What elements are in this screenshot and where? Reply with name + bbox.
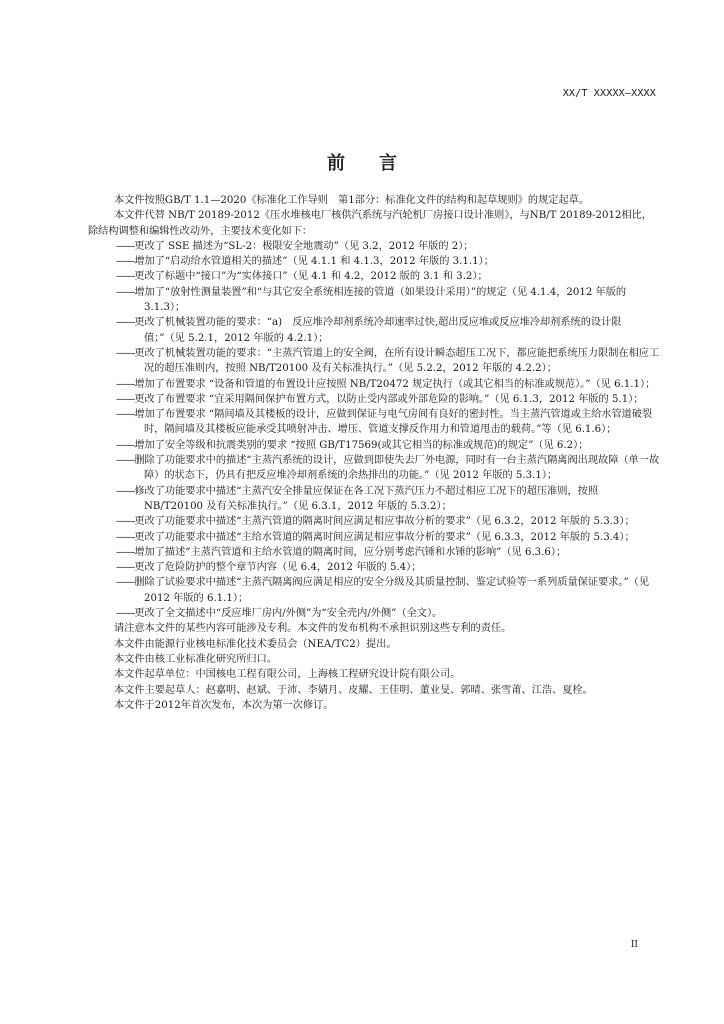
- list-item: [88, 315, 660, 346]
- dash-marker: ——: [116, 516, 135, 528]
- dash-marker: ——: [116, 409, 135, 421]
- dash-marker: ——: [116, 608, 135, 620]
- dash-marker: ——: [116, 378, 135, 390]
- list-item: [88, 453, 660, 484]
- list-item-text: 增加了“放射性测量装置”和“与其它安全系统相连接的管道（如果设计采用）”的规定（见 4.1.4，2012 年版的 3.1.3）；: [134, 286, 627, 314]
- dash-marker: ——: [116, 531, 135, 543]
- list-item: [88, 606, 660, 621]
- list-item: [88, 392, 660, 407]
- administrator-statement: 本文件由核工业标准化研究所归口。: [114, 653, 277, 665]
- list-item-text: 更改了机械装置功能的要求：“主蒸汽管道上的安全阀，在所有设计瞬态超压工况下，都应能把系统压力限制在相应工况的超压准则内，按照 NB/T20100 及有关标准执行。”（见 5.2.2，2012 年版的 4.2.2）；: [134, 347, 660, 375]
- dash-marker: ——: [116, 256, 135, 268]
- list-item-text: 增加了布置要求 “隔间墙及其楼板的设计，应做到保证与电气房间有良好的密封性。当主蒸汽管道或主给水管道破裂时，隔间墙及其楼板应能承受其喷射冲击、增压、管道支撑反作用力和管道甩击的载荷。”等（见 6.1.6）；: [134, 409, 653, 436]
- document-body: [88, 193, 660, 713]
- proposer-statement: 本文件由能源行业核电标准化技术委员会（NEA/TC2）提出。: [114, 638, 397, 650]
- page-number: II: [630, 940, 638, 950]
- list-item-text: 删除了功能要求中的描述“主蒸汽系统的设计，应做到即使失去厂外电源，同时有一台主蒸汽隔离阀出现故障（单一故障）的状态下，仍具有把反应堆冷却剂系统的余热排出的功能。”（见 2012 年版的 5.3.1）；: [134, 455, 660, 482]
- list-item: [88, 239, 660, 254]
- list-item-text: 更改了 SSE 描述为“SL-2：极限安全地震动”（见 3.2，2012 年版的 2）；: [134, 240, 474, 252]
- list-item: [88, 285, 660, 316]
- list-item-text: 更改了功能要求中描述“主给水管道的隔离时间应满足相应事故分析的要求”（见 6.3.3，2012 年版的 5.3.4）；: [134, 531, 635, 543]
- dash-marker: ——: [116, 455, 135, 467]
- list-item: [88, 575, 660, 606]
- patent-notice: 请注意本文件的某些内容可能涉及专利。本文件的发布机构不承担识别这些专利的责任。: [114, 623, 512, 635]
- dash-marker: ——: [116, 393, 135, 405]
- list-item-text: 更改了布置要求 “宜采用隔间保护布置方式，以防止受内部或外部危险的影响。”（见 6.1.3，2012 年版的 5.1）；: [134, 393, 644, 405]
- list-item: [88, 514, 660, 529]
- dash-marker: ——: [116, 562, 135, 574]
- drafting-units: 本文件起草单位：中国核电工程有限公司，上海核工程研究设计院有限公司。: [114, 669, 461, 681]
- list-item-text: 增加了描述“主蒸汽管道和主给水管道的隔离时间，应分别考虑汽锤和水锤的影响”（见 6.3.6）；: [134, 546, 567, 558]
- document-code: XX/T XXXXX—XXXX: [562, 88, 656, 99]
- intro-paragraph: 本文件按照GB/T 1.1—2020《标准化工作导则 第1部分：标准化文件的结构和起草规则》的规定起草。: [114, 195, 590, 206]
- list-item-text: 修改了功能要求中描述“主蒸汽安全排量应保证在各工况下蒸汽压力不超过相应工况下的超压准则，按照 NB/T20100 及有关标准执行。”（见 6.3.1，2012 年版的 5.3.2）；: [134, 485, 599, 512]
- list-item: [88, 269, 660, 284]
- dash-marker: ——: [116, 240, 135, 252]
- list-item-text: 增加了安全等级和抗震类别的要求 “按照 GB/T17569(或其它相当的标准或规范)的规定”（见 6.2）；: [134, 439, 589, 451]
- change-list: [88, 239, 660, 621]
- list-item-text: 更改了全文描述中“反应堆厂房内/外侧”为“安全壳内/外侧”（全文）。: [134, 608, 443, 620]
- list-item: [88, 346, 660, 377]
- list-item: [88, 560, 660, 575]
- intro-paragraph: 本文件代替 NB/T 20189-2012《压水堆核电厂核供汽系统与汽轮机厂房接口设计准则》，与NB/T 20189-2012相比，除结构调整和编辑性改动外，主要技术变化如下：: [88, 210, 652, 237]
- dash-marker: ——: [116, 546, 135, 558]
- publication-history: 本文件于2012年首次发布，本次为第一次修订。: [114, 699, 334, 711]
- dash-marker: ——: [116, 439, 135, 451]
- list-item-text: 删除了试验要求中描述“主蒸汽隔离阀应满足相应的安全分级及其质量控制、鉴定试验等一系列质量保证要求。”（见 2012 年版的 6.1.1）；: [134, 577, 650, 604]
- list-item: [88, 530, 660, 545]
- list-item: [88, 254, 660, 269]
- list-item-text: 更改了机械装置功能的要求：“a) 反应堆冷却剂系统冷却速率过快,超出反应堆或反应堆冷却剂系统的设计限值；”（见 5.2.1，2012 年版的 4.2.1）；: [134, 317, 622, 344]
- list-item: [88, 484, 660, 515]
- list-item: [88, 377, 660, 392]
- list-item-text: 更改了危险防护的整个章节内容（见 6.4，2012 年版的 5.4）；: [134, 562, 422, 574]
- page-title: 前言: [327, 153, 431, 174]
- dash-marker: ——: [116, 577, 135, 589]
- list-item-text: 增加了“启动给水管道相关的描述”（见 4.1.1 和 4.1.3，2012 年版的 3.1.1）；: [134, 256, 494, 268]
- list-item: [88, 545, 660, 560]
- dash-marker: ——: [116, 317, 135, 329]
- dash-marker: ——: [116, 286, 135, 298]
- list-item-text: 更改了标题中“接口”为“实体接口”（见 4.1 和 4.2，2012 版的 3.1 和 3.2）；: [134, 271, 488, 283]
- list-item-text: 更改了功能要求中描述“主蒸汽管道的隔离时间应满足相应事故分析的要求”（见 6.3.2，2012 年版的 5.3.3）；: [134, 516, 635, 528]
- list-item: [88, 407, 660, 438]
- dash-marker: ——: [116, 271, 135, 283]
- dash-marker: ——: [116, 347, 135, 359]
- drafters: 本文件主要起草人：赵嘉明、赵斌、于沛、李婧月、皮耀、王佳明、董业旻、郭晴、张雪莆、江浩、夏栓。: [114, 684, 593, 696]
- dash-marker: ——: [116, 485, 135, 497]
- list-item-text: 增加了布置要求 “设备和管道的布置设计应按照 NB/T20472 规定执行（或其它相当的标准或规范）。”（见 6.1.1）；: [134, 378, 656, 390]
- list-item: [88, 438, 660, 453]
